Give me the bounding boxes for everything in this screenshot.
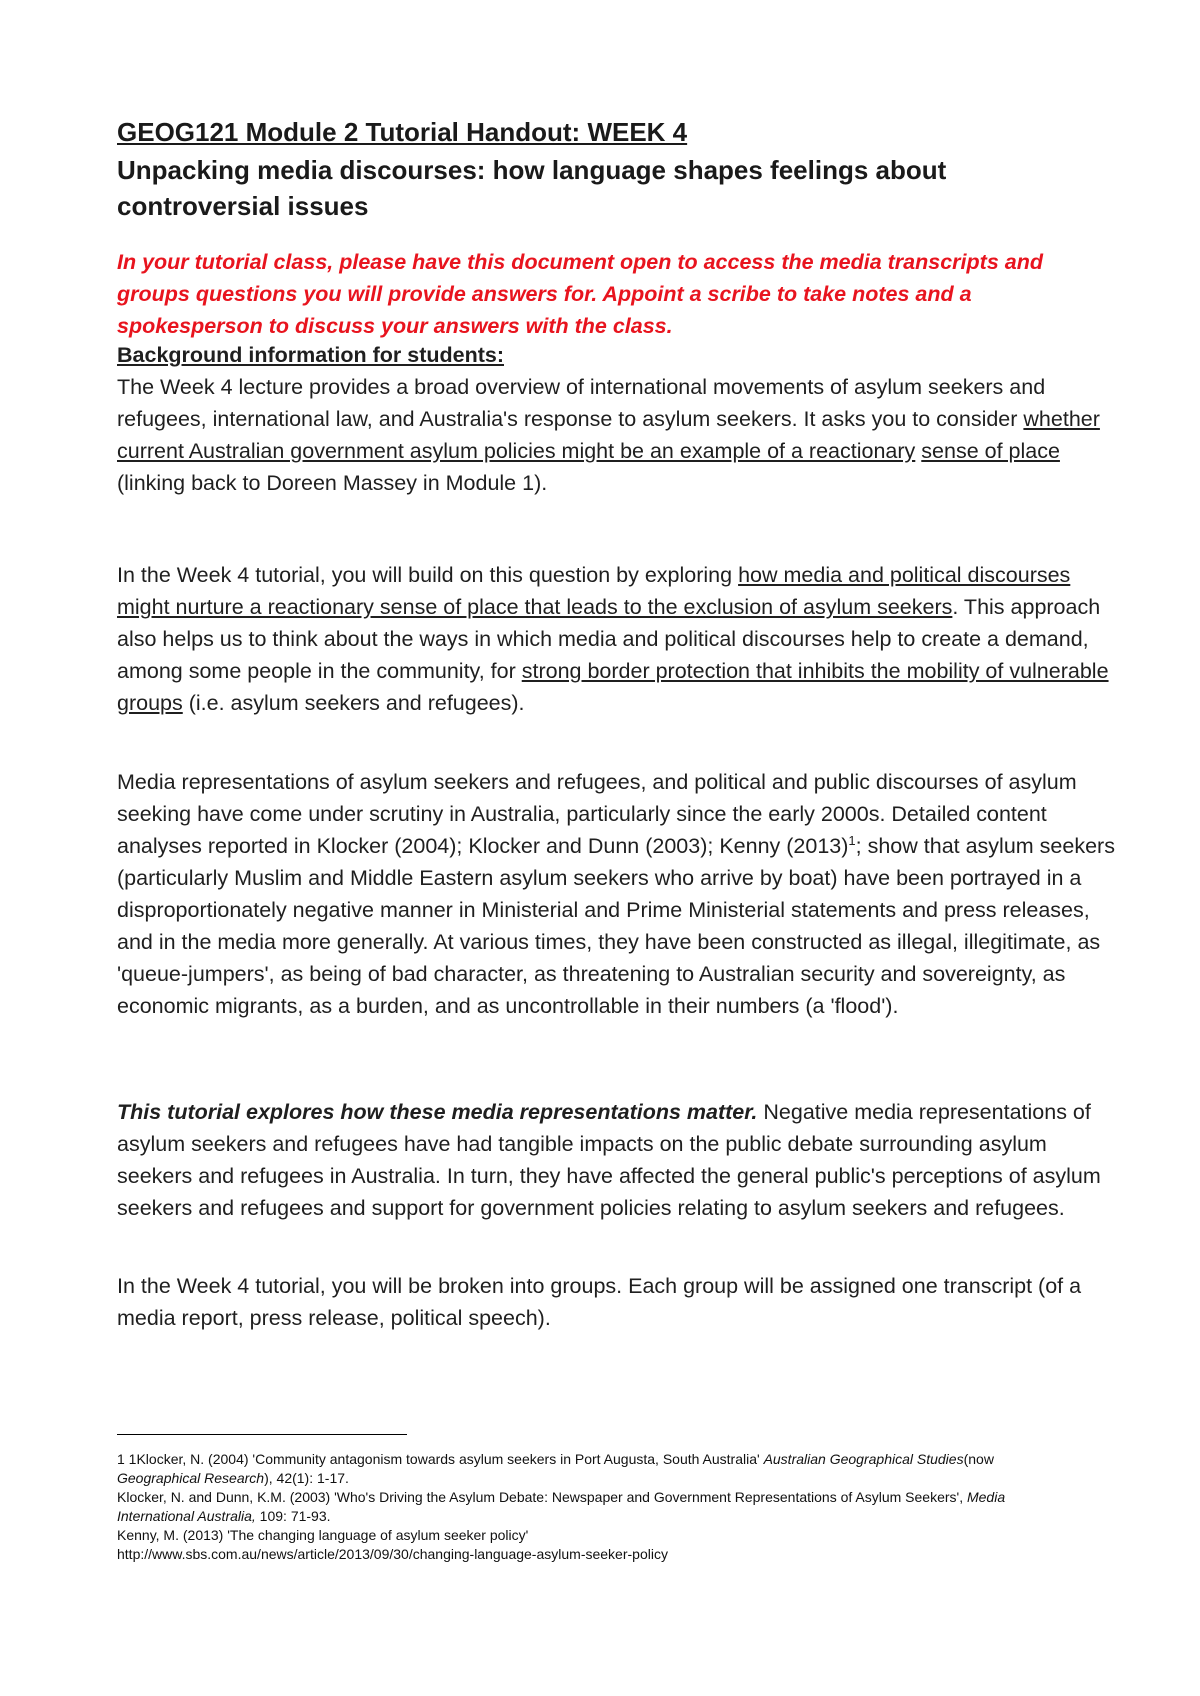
p5-text: In the Week 4 tutorial, you will be broken into groups. Each group will be assigned one transcript (of a media report, press release, political speech). <box>117 1274 1082 1330</box>
footnote-1-text-b: (now <box>963 1451 994 1467</box>
footnote-2-journal: Media International Australia, <box>117 1489 1006 1524</box>
p2-text-c: (i.e. asylum seekers and refugees). <box>182 691 525 715</box>
footnote-1 <box>117 1450 1077 1488</box>
p1-underline-2: sense of place <box>921 439 1060 463</box>
p3-text-a: Media representations of asylum seekers and refugees, and political and public discourses of asylum seeking have come under scrutiny in Australia, particularly since the early 2000s. Detailed content analyses reported in Klocker (2004); Klocker and Dunn (2003); Kenny (2013) <box>117 770 1077 858</box>
background-paragraph-4 <box>117 1096 1117 1224</box>
footnote-marker: 1 1 <box>117 1451 137 1467</box>
footnote-2-text-b: 109: 71-93. <box>255 1508 331 1524</box>
footnote-1-text-a: Klocker, N. (2004) 'Community antagonism towards asylum seekers in Port Augusta, South Australia' <box>136 1451 764 1467</box>
footnote-3: Kenny, M. (2013) 'The changing language of asylum seeker policy' <box>117 1527 529 1543</box>
p3-text-b: ; show that asylum seekers (particularly Muslim and Middle Eastern asylum seekers who arrive by boat) have been portrayed in a disproportionately negative manner in Ministerial and Prime Ministerial statements and press releases, and in the media more generally. At various times, they have been constructed as illegal, illegitimate, as 'queue-jumpers', as being of bad character, as threatening to Australian security and sovereignty, as economic migrants, as a burden, and as uncontrollable in their numbers (a 'flood'). <box>117 834 1115 1018</box>
footnote-link[interactable]: http://www.sbs.com.au/news/article/2013/09/30/changing-language-asylum-seeker-policy <box>117 1546 668 1562</box>
tutorial-notice: In your tutorial class, please have this document open to access the media transcripts and groups questions you will provide answers for. Appoint a scribe to take notes and a spokesperson to discuss your answers with the class. <box>117 250 1043 338</box>
footnote-1-text-c: ), 42(1): 1-17. <box>264 1470 349 1486</box>
document-title: GEOG121 Module 2 Tutorial Handout: WEEK 4 <box>117 117 688 147</box>
footnote-ref[interactable]: 1 <box>848 832 856 848</box>
background-paragraph-3 <box>117 766 1117 1022</box>
p1-text-a: The Week 4 lecture provides a broad overview of international movements of asylum seekers and refugees, international law, and Australia's response to asylum seekers. It asks you to consider <box>117 375 1046 431</box>
footnote-1-journal: Australian Geographical Studies <box>763 1451 964 1467</box>
footnotes <box>117 1450 1077 1564</box>
p4-text: Negative media representations of asylum seekers and refugees have had tangible impacts on the public debate surrounding asylum seekers and refugees in Australia. In turn, they have affected the general public's perceptions of asylum seekers and refugees and support for government policies relating to asylum seekers and refugees. <box>117 1100 1101 1220</box>
p2-text-b: . This approach also helps us to think about the ways in which media and political discourses help to create a demand, among some people in the community, for <box>117 595 1101 683</box>
footnote-2-text-a: Klocker, N. and Dunn, K.M. (2003) 'Who's Driving the Asylum Debate: Newspaper and Government Representations of Asylum Seekers', <box>117 1489 967 1505</box>
p2-underline-2: strong border protection that inhibits the mobility of vulnerable groups <box>117 659 1109 715</box>
p4-bold-lead: This tutorial explores how these media representations matter. <box>117 1100 758 1124</box>
background-heading: Background information for students: <box>117 343 504 367</box>
p2-underline-1: how media and political discourses might nurture a reactionary sense of place that leads to the exclusion of asylum seekers <box>117 563 1071 619</box>
background-paragraph-1 <box>117 339 1117 499</box>
p1-underline-1: whether current Australian government asylum policies might be an example of a reactionary <box>117 407 1100 463</box>
footnote-divider <box>117 1434 407 1435</box>
footnote-1-journal-2: Geographical Research <box>117 1470 265 1486</box>
document-subtitle: Unpacking media discourses: how language shapes feelings about controversial issues <box>117 155 947 221</box>
background-paragraph-2 <box>117 559 1117 719</box>
background-paragraph-5 <box>117 1270 1117 1334</box>
p2-text-a: In the Week 4 tutorial, you will build on this question by exploring <box>117 563 739 587</box>
footnote-2 <box>117 1488 1077 1526</box>
p1-text-c: (linking back to Doreen Massey in Module 1). <box>117 471 548 495</box>
